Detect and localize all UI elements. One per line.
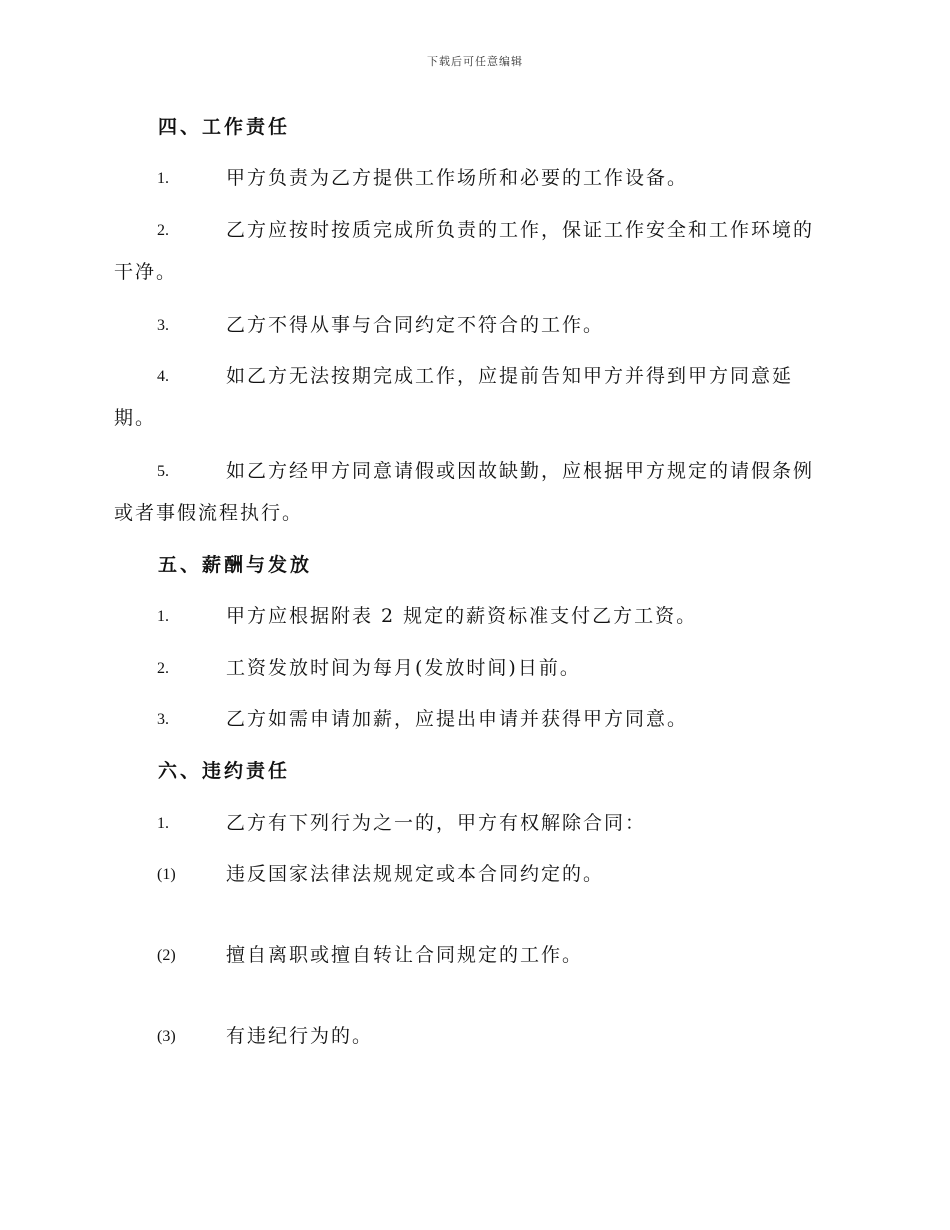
item-number: 3. bbox=[157, 317, 169, 334]
item-number: 4. bbox=[157, 368, 169, 385]
item-text: 违反国家法律法规规定或本合同约定的。 bbox=[226, 863, 605, 885]
item-text: 如乙方经甲方同意请假或因故缺勤，应根据甲方规定的请假条例 bbox=[226, 460, 815, 482]
item-text: 乙方有下列行为之一的，甲方有权解除合同： bbox=[226, 812, 647, 834]
item-text: 乙方如需申请加薪，应提出申请并获得甲方同意。 bbox=[226, 708, 689, 730]
item-number: 1. bbox=[157, 608, 169, 625]
item-text: 有违纪行为的。 bbox=[226, 1025, 374, 1047]
item-text: 甲方负责为乙方提供工作场所和必要的工作设备。 bbox=[226, 167, 689, 189]
item-text: 擅自离职或擅自转让合同规定的工作。 bbox=[226, 944, 584, 966]
item-text: 工资发放时间为每月(发放时间)日前。 bbox=[226, 657, 581, 679]
item-text-continuation: 或者事假流程执行。 bbox=[114, 502, 304, 524]
item-text-continuation: 干净。 bbox=[114, 261, 178, 283]
item-number: (1) bbox=[157, 866, 176, 883]
item-number: 1. bbox=[157, 170, 169, 187]
item-number: 2. bbox=[157, 222, 169, 239]
section-heading: 五、薪酬与发放 bbox=[158, 554, 313, 576]
item-text: 甲方应根据附表 2 规定的薪资标准支付乙方工资。 bbox=[226, 605, 698, 627]
item-text-continuation: 期。 bbox=[114, 407, 157, 429]
item-number: (2) bbox=[157, 947, 176, 964]
item-text: 如乙方无法按期完成工作，应提前告知甲方并得到甲方同意延 bbox=[226, 365, 794, 387]
item-number: 3. bbox=[157, 711, 169, 728]
item-text: 乙方不得从事与合同约定不符合的工作。 bbox=[226, 314, 605, 336]
section-heading: 六、违约责任 bbox=[158, 760, 291, 782]
section-heading: 四、工作责任 bbox=[158, 116, 291, 138]
item-number: 2. bbox=[157, 660, 169, 677]
page-header: 下载后可任意编辑 bbox=[427, 55, 523, 68]
item-text: 乙方应按时按质完成所负责的工作，保证工作安全和工作环境的 bbox=[226, 219, 815, 241]
item-number: (3) bbox=[157, 1028, 176, 1045]
item-number: 5. bbox=[157, 463, 169, 480]
item-number: 1. bbox=[157, 815, 169, 832]
